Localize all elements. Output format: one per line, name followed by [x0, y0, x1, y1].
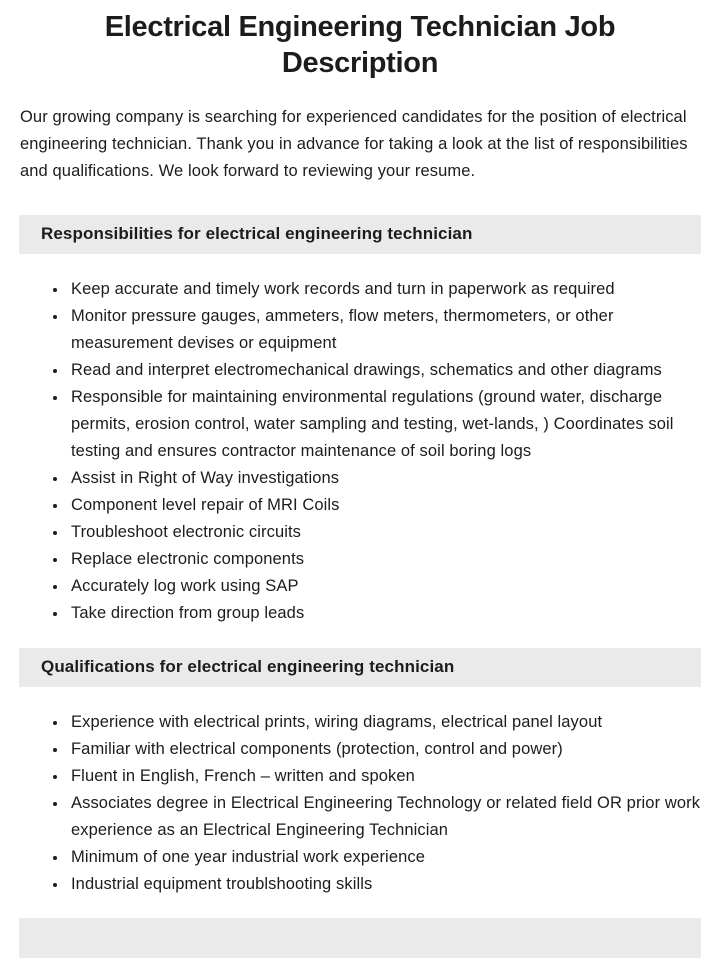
- section-header-responsibilities: [19, 215, 701, 254]
- list-item: • Keep accurate and timely work records and turn in paperwork as required: [68, 276, 701, 303]
- section-heading-text: Responsibilities for electrical engineering technician: [41, 224, 473, 243]
- list-item: • Assist in Right of Way investigations: [68, 465, 701, 492]
- qualifications-list: [19, 709, 701, 898]
- list-item: • Accurately log work using SAP: [68, 573, 701, 600]
- list-item: • Read and interpret electromechanical drawings, schematics and other diagrams: [68, 357, 701, 384]
- list-item: • Experience with electrical prints, wiring diagrams, electrical panel layout: [68, 709, 701, 736]
- list-item: • Minimum of one year industrial work experience: [68, 844, 701, 871]
- section-heading-text: Qualifications for electrical engineering technician: [41, 657, 455, 676]
- list-item: • Associates degree in Electrical Engineering Technology or related field OR prior work experience as an Electrical Engineering Technician: [68, 790, 701, 844]
- responsibilities-list: [19, 276, 701, 627]
- section-header-qualifications: [19, 648, 701, 687]
- list-item: • Familiar with electrical components (protection, control and power): [68, 736, 701, 763]
- list-item: • Monitor pressure gauges, ammeters, flow meters, thermometers, or other measurement devises or equipment: [68, 303, 701, 357]
- page-title: Electrical Engineering Technician Job Description: [104, 11, 616, 79]
- list-item: • Responsible for maintaining environmental regulations (ground water, discharge permits, erosion control, water sampling and testing, wet-lands, ) Coordinates soil testing and ensures contractor maintenance of soil boring logs: [68, 384, 701, 465]
- list-item: • Component level repair of MRI Coils: [68, 492, 701, 519]
- job-description-document: [0, 9, 720, 958]
- list-item: • Fluent in English, French – written and spoken: [68, 763, 701, 790]
- next-section-bar-cutoff: [19, 918, 701, 958]
- list-item: • Replace electronic components: [68, 546, 701, 573]
- intro-paragraph: Our growing company is searching for experienced candidates for the position of electrical engineering technician. Thank you in advance for taking a look at the list of responsibilities and qualifications. We look forward to reviewing your resume.: [20, 108, 688, 180]
- list-item: • Industrial equipment troublshooting skills: [68, 871, 701, 898]
- list-item: • Take direction from group leads: [68, 600, 701, 627]
- list-item: • Troubleshoot electronic circuits: [68, 519, 701, 546]
